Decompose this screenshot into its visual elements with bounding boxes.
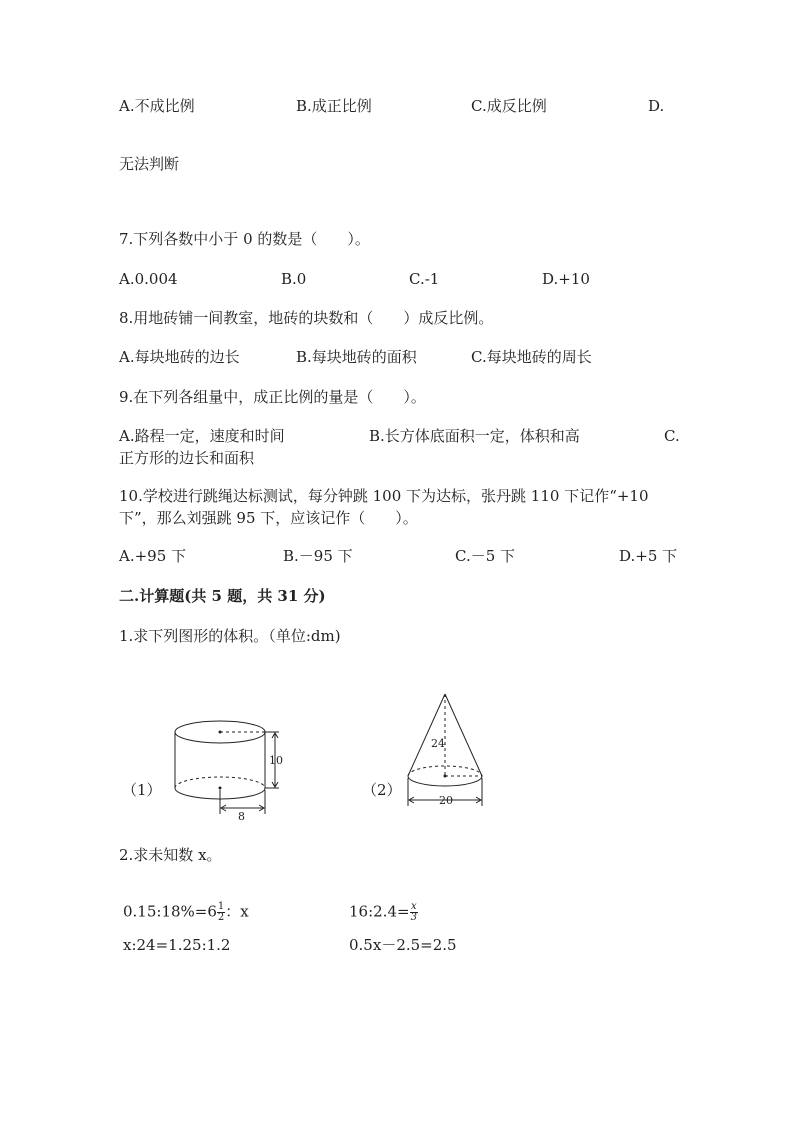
q8-option-c: C.每块地砖的周长 — [471, 348, 592, 366]
q10-option-c: C.－5 下 — [455, 547, 516, 565]
fig2-height-label: 24 — [431, 737, 445, 750]
q9-option-c: C. — [664, 427, 680, 445]
cone-figure — [400, 688, 490, 810]
cylinder-figure — [165, 710, 295, 822]
q10-option-b: B.－95 下 — [283, 547, 353, 565]
fig2-label: （2） — [362, 781, 402, 799]
eq1-pre: 0.15:18%=6 — [123, 902, 217, 921]
eq1-post: ：x — [225, 902, 249, 921]
equation-4: 0.5x－2.5=2.5 — [349, 936, 457, 954]
equation-3: x:24=1.25:1.2 — [123, 936, 231, 954]
q10-question-line1: 10.学校进行跳绳达标测试，每分钟跳 100 下为达标，张丹跳 110 下记作“+10 — [119, 487, 649, 505]
q7-question: 7.下列各数中小于 0 的数是（ ）。 — [119, 230, 370, 248]
fig1-diameter-label: 8 — [238, 810, 245, 822]
q6-option-a: A.不成比例 — [119, 97, 195, 115]
eq2-frac-num: x — [410, 901, 417, 912]
q9-question: 9.在下列各组量中，成正比例的量是（ ）。 — [119, 388, 426, 406]
q8-option-a: A.每块地砖的边长 — [119, 348, 240, 366]
q9-option-b: B.长方体底面积一定，体积和高 — [369, 427, 580, 445]
equation-1 — [123, 902, 249, 923]
q6-option-c: C.成反比例 — [471, 97, 547, 115]
q8-question: 8.用地砖铺一间教室，地砖的块数和（ ）成反比例。 — [119, 309, 494, 327]
q6-option-b: B.成正比例 — [296, 97, 372, 115]
fig1-label: （1） — [122, 781, 162, 799]
q9-option-c-cont: 正方形的边长和面积 — [119, 449, 255, 467]
fig1-height-label: 10 — [269, 754, 283, 767]
fig2-diameter-label: 20 — [439, 794, 453, 807]
q10-option-d: D.+5 下 — [619, 547, 678, 565]
q7-option-a: A.0.004 — [119, 270, 178, 288]
q7-option-d: D.+10 — [542, 270, 590, 288]
q6-option-d-cont: 无法判断 — [119, 155, 180, 173]
q10-option-a: A.+95 下 — [119, 547, 187, 565]
q7-option-b: B.0 — [281, 270, 307, 288]
eq2-frac-den: 3 — [410, 912, 417, 923]
calc2-question: 2.求未知数 x。 — [119, 846, 222, 864]
q7-option-c: C.-1 — [409, 270, 440, 288]
section-title: 二.计算题(共 5 题，共 31 分) — [119, 587, 326, 605]
q8-option-b: B.每块地砖的面积 — [296, 348, 417, 366]
eq1-frac-num: 1 — [217, 901, 225, 912]
eq2-fraction — [410, 902, 418, 923]
calc1-question: 1.求下列图形的体积。（单位:dm) — [119, 627, 341, 645]
q6-option-d: D. — [648, 97, 665, 115]
eq1-frac-den: 2 — [217, 912, 225, 923]
q9-option-a: A.路程一定，速度和时间 — [119, 427, 285, 445]
eq2-pre: 16:2.4= — [349, 902, 410, 921]
q10-question-line2: 下”，那么刘强跳 95 下，应该记作（ ）。 — [119, 509, 418, 527]
equation-2 — [349, 902, 418, 923]
